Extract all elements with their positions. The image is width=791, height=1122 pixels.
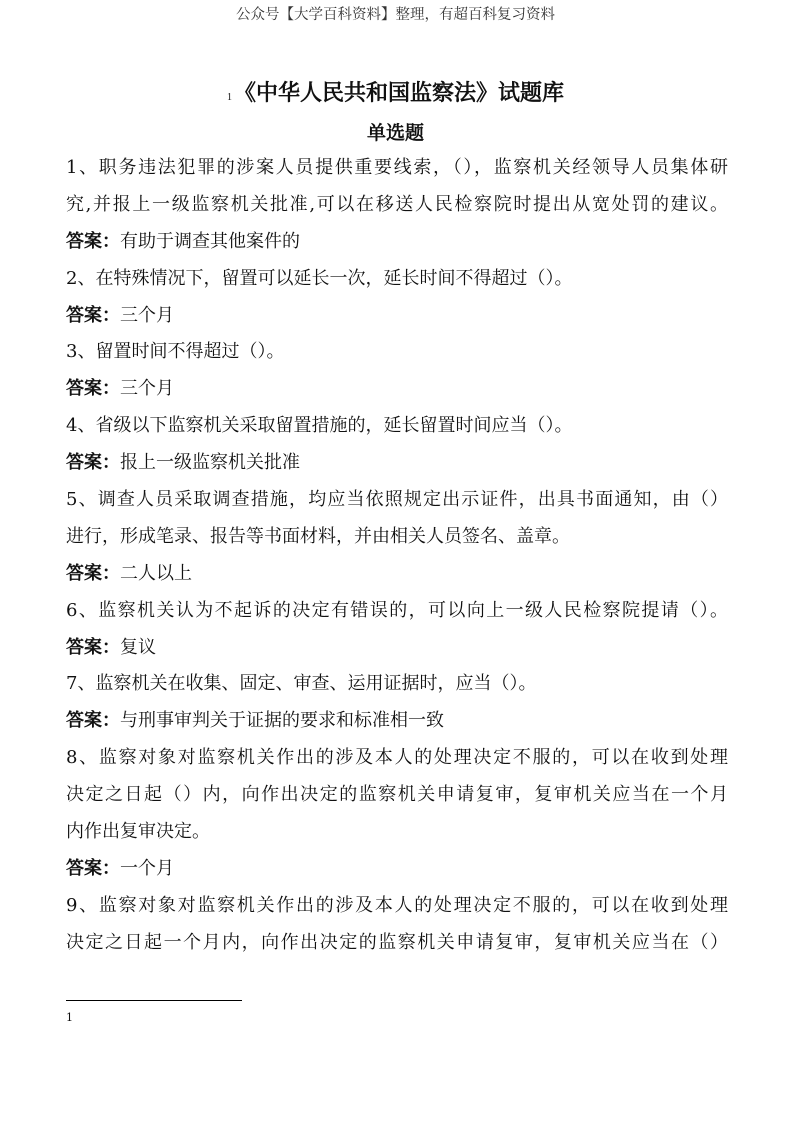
question-text-line: 1、职务违法犯罪的涉案人员提供重要线索，（），监察机关经领导人员集体研 xyxy=(66,157,728,178)
question-text-line: 7、监察机关在收集、固定、审查、运用证据时，应当（）。 xyxy=(66,673,537,695)
question-item xyxy=(66,408,728,482)
question-text-line: 4、省级以下监察机关采取留置措施的，延长留置时间应当（）。 xyxy=(66,415,573,437)
answer-text: 二人以上 xyxy=(120,562,192,584)
question-item xyxy=(66,261,728,335)
answer-line xyxy=(66,224,728,261)
question-item xyxy=(66,666,728,740)
answer-label: 答案： xyxy=(66,636,120,658)
section-heading: 单选题 xyxy=(366,122,424,144)
question-text-line: 究,并报上一级监察机关批准,可以在移送人民检察院时提出从宽处罚的建议。 xyxy=(66,193,728,215)
question-text-line: 8、监察对象对监察机关作出的涉及本人的处理决定不服的，可以在收到处理 xyxy=(66,747,728,769)
question-item xyxy=(66,482,728,593)
question-text-line: 决定之日起（）内，向作出决定的监察机关申请复审，复审机关应当在一个月 xyxy=(66,784,728,806)
answer-label: 答案： xyxy=(66,452,120,474)
answer-text: 三个月 xyxy=(120,304,174,326)
question-text-line: 决定之日起一个月内，向作出决定的监察机关申请复审，复审机关应当在（） xyxy=(66,931,728,953)
question-list xyxy=(66,150,728,962)
answer-text: 报上一级监察机关批准 xyxy=(120,452,300,474)
answer-text: 复议 xyxy=(120,636,156,658)
answer-text: 与刑事审判关于证据的要求和标准相一致 xyxy=(120,710,444,732)
question-item xyxy=(66,888,728,962)
answer-label: 答案： xyxy=(66,562,120,584)
answer-label: 答案： xyxy=(66,857,120,879)
question-item xyxy=(66,593,728,667)
page-header: 公众号【大学百科资料】整理，有超百科复习资料 xyxy=(236,7,555,23)
answer-line xyxy=(66,556,728,593)
answer-line xyxy=(66,703,728,740)
answer-line xyxy=(66,371,728,408)
answer-label: 答案： xyxy=(66,378,120,400)
document-title xyxy=(0,76,791,107)
question-item xyxy=(66,740,728,888)
answer-line xyxy=(66,851,728,888)
question-item xyxy=(66,150,728,261)
answer-line xyxy=(66,298,728,335)
question-text-line: 2、在特殊情况下，留置可以延长一次，延长时间不得超过（）。 xyxy=(66,267,573,289)
answer-line xyxy=(66,445,728,482)
question-item xyxy=(66,334,728,408)
answer-text: 一个月 xyxy=(120,857,174,879)
footnote-mark[interactable]: 1 xyxy=(226,92,232,103)
answer-label: 答案： xyxy=(66,710,120,732)
question-text-line: 内作出复审决定。 xyxy=(66,821,210,843)
question-text-line: 6、监察机关认为不起诉的决定有错误的，可以向上一级人民检察院提请（）。 xyxy=(66,599,728,621)
question-text-line: 3、留置时间不得超过（）。 xyxy=(66,341,285,363)
title-text: 《中华人民共和国监察法》试题库 xyxy=(233,81,564,106)
answer-label: 答案： xyxy=(66,230,120,252)
question-text-line: 9、监察对象对监察机关作出的涉及本人的处理决定不服的，可以在收到处理 xyxy=(66,894,728,916)
question-text-line: 进行，形成笔录、报告等书面材料，并由相关人员签名、盖章。 xyxy=(66,525,570,547)
answer-line xyxy=(66,630,728,667)
answer-text: 三个月 xyxy=(120,378,174,400)
answer-text: 有助于调查其他案件的 xyxy=(120,230,300,252)
footnote-divider xyxy=(66,1000,242,1001)
footnote: 1 xyxy=(66,1011,73,1024)
question-text-line: 5、调查人员采取调查措施，均应当依照规定出示证件，出具书面通知，由（） xyxy=(66,489,728,511)
answer-label: 答案： xyxy=(66,304,120,326)
